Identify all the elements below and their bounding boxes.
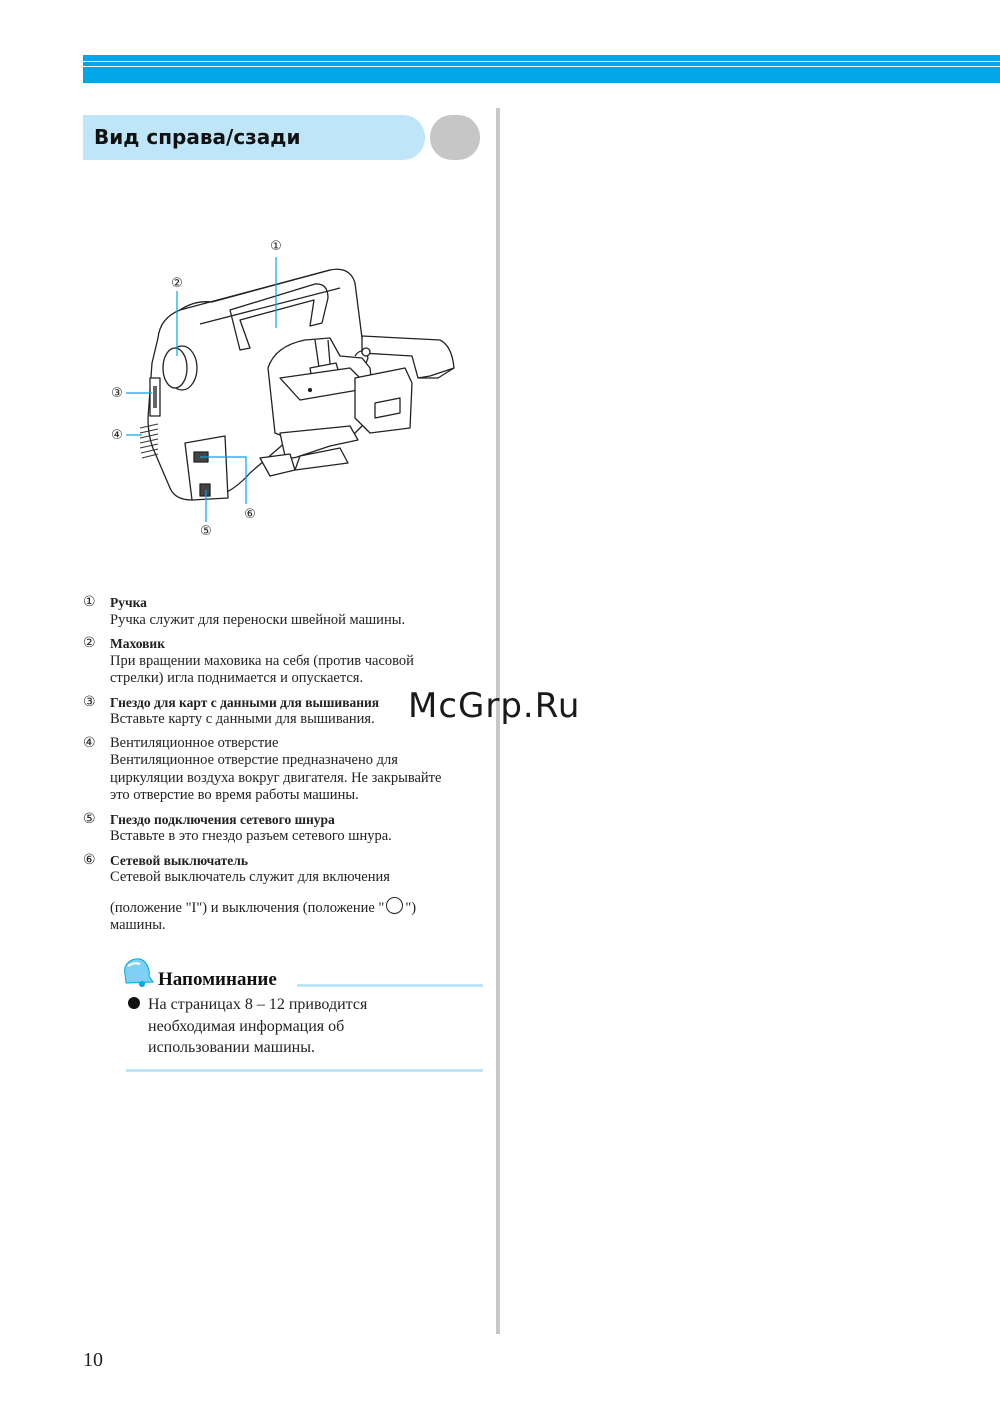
bell-icon [120,956,154,988]
legend-description: Ручка служит для переноски швейной машины. [110,611,406,628]
diagram-callout: ⑤ [200,524,212,539]
section-title: Вид справа/сзади [94,125,301,149]
legend-description: (положение "I") и выключения (положение " ") [110,897,483,918]
page-number: 10 [83,1349,103,1371]
legend-number: ④ [83,734,96,751]
section-tab [430,115,480,160]
bullet-icon [128,997,140,1009]
watermark: McGrp.Ru [408,686,581,726]
legend-title: Сетевой выключатель [110,852,248,868]
note-title: Напоминание [158,969,277,990]
note-rule [126,1069,483,1072]
legend-number: ① [83,594,96,610]
off-position-circle-icon [386,897,403,914]
legend-description: При вращении маховика на себя (против часовой стрелки) игла поднимается и опускается. [110,652,414,686]
legend-number: ⑤ [83,810,96,827]
header-bar [83,55,1000,83]
legend-item [83,594,483,629]
legend-description: Сетевой выключатель служит для включения [110,869,390,885]
legend-item [83,852,483,935]
legend-number: ② [83,635,96,651]
note-rule [297,984,483,987]
legend-item [83,811,483,846]
sewing-machine-illustration [100,228,480,548]
legend-title: Гнездо для карт с данными для вышивания [110,694,380,710]
legend-title: Гнездо подключения сетевого шнура [110,811,335,827]
header-bar-stripe [83,61,1000,62]
legend-item [83,635,483,688]
legend-description: Вставьте в это гнездо разъем сетевого шнура. [110,828,392,844]
legend-description: машины. [110,917,166,933]
legend-title: Вентиляционное отверстие [110,734,279,751]
header-bar-stripe [83,66,1000,67]
diagram-callout: ⑥ [244,507,256,522]
diagram-callout: ② [171,276,183,291]
legend-number: ⑥ [83,851,96,868]
parts-legend [83,594,483,941]
diagram-callout: ③ [111,386,123,401]
legend-title: Маховик [110,636,165,651]
legend-title: Ручка [110,595,147,610]
legend-description: Вентиляционное отверстие предназначено для циркуляции воздуха вокруг двигателя. Не закрывайте это отверстие во время работы машины. [110,752,442,803]
diagram-callout: ① [270,239,282,254]
legend-item [83,735,483,805]
legend-number: ③ [83,693,96,710]
legend-description: Вставьте карту с данными для вышивания. [110,711,375,727]
diagram-callout: ④ [111,428,123,443]
note-text: На страницах 8 – 12 приводится необходимая информация об использовании машины. [148,996,368,1056]
